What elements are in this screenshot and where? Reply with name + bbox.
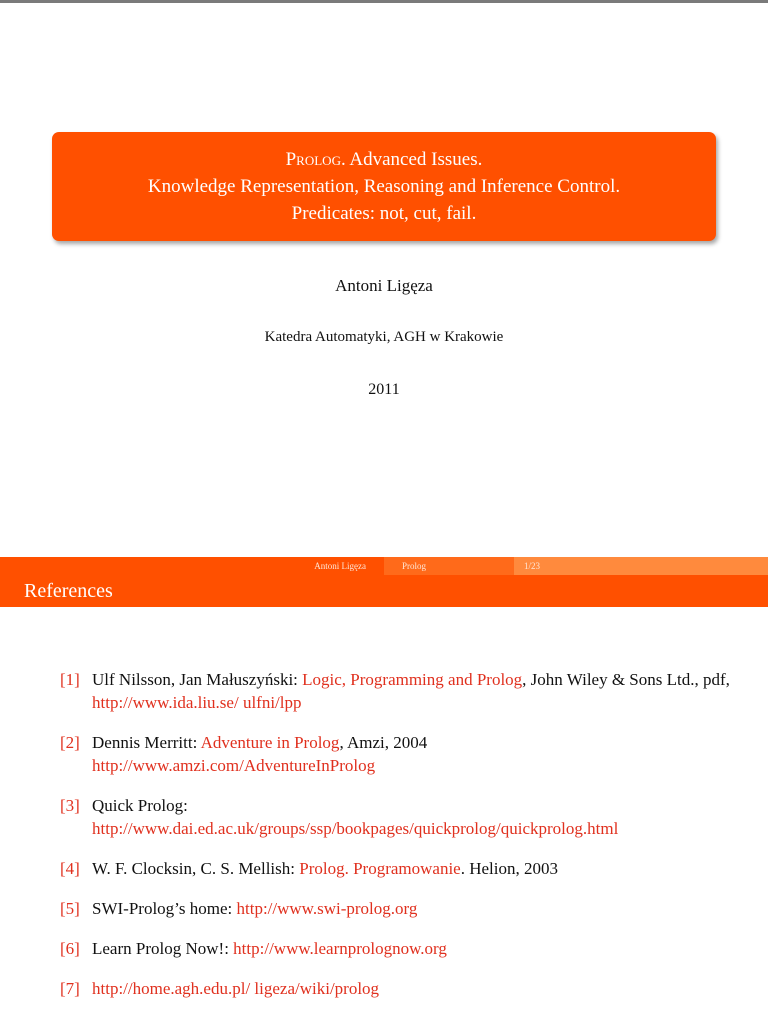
- reference-item: [60, 857, 740, 880]
- reference-authors: W. F. Clocksin, C. S. Mellish:: [92, 859, 300, 878]
- reference-authors: Dennis Merritt:: [92, 733, 201, 752]
- reference-publisher: , John Wiley & Sons Ltd., pdf,: [522, 670, 730, 689]
- reference-publisher: , Amzi, 2004: [339, 733, 428, 752]
- reference-item: [60, 937, 740, 960]
- reference-authors: SWI-Prolog’s home:: [92, 899, 237, 918]
- author: Antoni Ligęza: [335, 276, 433, 295]
- reference-number: [3]: [60, 796, 80, 815]
- reference-item: [60, 794, 740, 840]
- reference-number: [1]: [60, 670, 80, 689]
- reference-number: [2]: [60, 733, 80, 752]
- year: 2011: [368, 381, 400, 398]
- footline-page-number: 1/23: [514, 557, 768, 575]
- title-box: [52, 132, 716, 241]
- reference-link[interactable]: http://home.agh.edu.pl/ ligeza/wiki/prolog: [92, 979, 380, 998]
- reference-item: [60, 897, 740, 920]
- reference-authors: Quick Prolog:: [92, 796, 188, 815]
- reference-item: [60, 668, 740, 714]
- reference-number: [4]: [60, 859, 80, 878]
- reference-publisher: . Helion, 2003: [460, 859, 559, 878]
- affiliation: Katedra Automatyki, AGH w Krakowie: [264, 329, 504, 345]
- reference-link[interactable]: http://www.swi-prolog.org: [236, 899, 418, 918]
- references-list: [60, 668, 740, 1017]
- reference-book-title: Adventure in Prolog: [200, 733, 340, 752]
- title-prolog-smallcaps: Prolog: [285, 149, 341, 170]
- reference-item: [60, 731, 740, 777]
- reference-item: [60, 977, 740, 1000]
- footline-title: Prolog: [384, 557, 514, 575]
- reference-number: [6]: [60, 939, 80, 958]
- reference-link[interactable]: http://www.amzi.com/AdventureInProlog: [92, 756, 376, 775]
- reference-number: [7]: [60, 979, 80, 998]
- frame-title-references: References: [0, 575, 768, 607]
- reference-number: [5]: [60, 899, 80, 918]
- title-slide: [0, 3, 768, 557]
- footline: [0, 557, 768, 575]
- title-line-1: [52, 146, 716, 173]
- reference-authors: Learn Prolog Now!:: [92, 939, 234, 958]
- reference-book-title: Prolog. Programowanie: [299, 859, 461, 878]
- reference-book-title: Logic, Programming and Prolog: [302, 670, 523, 689]
- reference-link[interactable]: http://www.dai.ed.ac.uk/groups/ssp/bookpages/quickprolog/quickprolog.html: [92, 819, 619, 838]
- title-line-3: Predicates: not, cut, fail.: [291, 203, 477, 224]
- reference-link[interactable]: http://www.learnprolognow.org: [233, 939, 447, 958]
- title-line-2: Knowledge Representation, Reasoning and Inference Control.: [147, 176, 621, 197]
- footline-author: Antoni Ligęza: [0, 557, 384, 575]
- reference-link[interactable]: http://www.ida.liu.se/ ulfni/lpp: [92, 693, 302, 712]
- reference-authors: Ulf Nilsson, Jan Małuszyński:: [92, 670, 303, 689]
- title-advanced-issues: . Advanced Issues.: [340, 149, 483, 170]
